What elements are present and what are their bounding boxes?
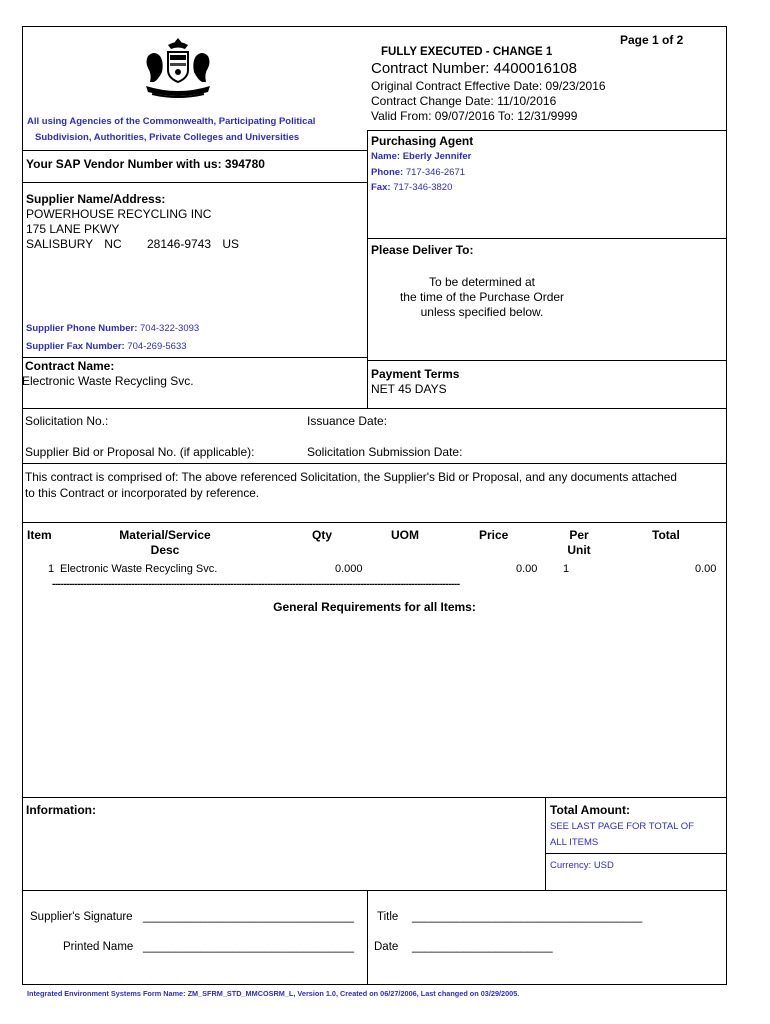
divider-v-total: [545, 797, 546, 890]
divider-h: [367, 360, 727, 361]
currency: Currency: USD: [550, 860, 614, 871]
general-requirements: General Requirements for all Items:: [273, 600, 476, 614]
valid-range: Valid From: 09/07/2016 To: 12/31/9999: [371, 109, 578, 123]
title-label: Title: [377, 911, 399, 923]
supplier-name: POWERHOUSE RECYCLING INC: [26, 207, 212, 221]
supplier-signature-line[interactable]: _________________________________: [143, 911, 355, 923]
contract-status: FULLY EXECUTED - CHANGE 1: [381, 46, 553, 58]
title-line[interactable]: ____________________________________: [412, 911, 643, 923]
payment-terms-title: Payment Terms: [371, 367, 460, 381]
page-number: Page 1 of 2: [620, 33, 684, 47]
col-material-2: Desc: [150, 543, 180, 557]
printed-name-label: Printed Name: [63, 941, 134, 953]
comprised-line-2: to this Contract or incorporated by reference.: [25, 486, 260, 500]
agent-phone-value: 717-346-2671: [405, 167, 466, 178]
contract-number: Contract Number: 4400016108: [371, 60, 577, 77]
col-price: Price: [479, 528, 509, 542]
row-desc: Electronic Waste Recycling Svc.: [60, 563, 218, 575]
divider-v-top: [367, 130, 368, 408]
divider-h: [22, 522, 727, 523]
supplier-city: SALISBURY: [26, 237, 93, 251]
col-per-2: Unit: [567, 543, 591, 557]
deliver-line-1: To be determined at: [428, 275, 536, 289]
col-material-1: Material/Service: [119, 528, 211, 542]
date-line[interactable]: ______________________: [412, 941, 553, 953]
supplier-phone-value: 704-322-3093: [140, 323, 200, 334]
agent-phone: [371, 167, 465, 178]
item-divider: ------------------------------------------------------------------------------------------------------------------------------------------------: [52, 579, 460, 590]
supplier-state: NC: [104, 237, 122, 251]
divider-h: [22, 182, 367, 183]
row-per: 1: [563, 563, 570, 575]
issuance-date: Issuance Date:: [307, 414, 388, 428]
submission-date: Solicitation Submission Date:: [307, 445, 463, 459]
col-qty: Qty: [312, 528, 333, 542]
total-note-1: SEE LAST PAGE FOR TOTAL OF: [550, 821, 694, 832]
deliver-line-2: the time of the Purchase Order: [399, 290, 565, 304]
deliver-line-3: unless specified below.: [420, 305, 544, 319]
deliver-title: Please Deliver To:: [371, 243, 474, 257]
information-label: Information:: [26, 803, 96, 817]
supplier-fax-value: 704-269-5633: [127, 341, 187, 352]
contract-name-label: Contract Name:: [25, 359, 115, 373]
sap-vendor-number: Your SAP Vendor Number with us: 394780: [26, 157, 265, 171]
comprised-line-1: This contract is comprised of: The above referenced Solicitation, the Supplier's Bid or Proposal, and any documents attached: [25, 470, 677, 484]
divider-h: [22, 150, 367, 151]
supplier-title: Supplier Name/Address:: [26, 192, 166, 206]
divider-h: [22, 408, 727, 409]
supplier-zip: 28146-9743: [146, 237, 212, 251]
agent-name-label: Name:: [371, 151, 401, 162]
divider-v-signature: [367, 890, 368, 985]
divider-h: [367, 238, 727, 239]
row-qty: 0.000: [335, 563, 363, 575]
agent-fax-value: 717-346-3820: [393, 182, 453, 193]
agent-fax: [371, 182, 452, 193]
divider-h: [22, 357, 367, 358]
col-item: Item: [27, 528, 52, 542]
change-date: Contract Change Date: 11/10/2016: [371, 94, 557, 108]
supplier-phone: [26, 323, 199, 334]
supplier-city-line: [26, 237, 239, 251]
row-item: 1: [48, 563, 55, 575]
supplier-fax-label: Supplier Fax Number:: [26, 341, 125, 352]
agent-fax-label: Fax:: [371, 182, 391, 193]
divider-h: [545, 853, 727, 854]
row-total: 0.00: [695, 563, 717, 575]
total-amount-label: Total Amount:: [550, 803, 630, 817]
solicitation-no: Solicitation No.:: [25, 414, 109, 428]
contract-name-value: Electronic Waste Recycling Svc.: [22, 374, 194, 388]
divider-h: [22, 890, 727, 891]
supplier-signature-label: Supplier's Signature: [30, 911, 133, 923]
total-note-2: ALL ITEMS: [550, 837, 599, 848]
date-label: Date: [374, 941, 399, 953]
divider-h: [22, 797, 727, 798]
agent-phone-label: Phone:: [371, 167, 404, 178]
divider-h: [22, 463, 727, 464]
purchasing-agent-title: Purchasing Agent: [371, 134, 474, 148]
agent-name-value: Eberly Jennifer: [402, 151, 472, 162]
commonwealth-seal-icon: [138, 36, 218, 100]
supplier-street: 175 LANE PKWY: [26, 222, 120, 236]
bid-proposal-no: Supplier Bid or Proposal No. (if applicable):: [25, 445, 255, 459]
col-total: Total: [652, 528, 680, 542]
col-per-1: Per: [569, 528, 589, 542]
agencies-line-2: Subdivision, Authorities, Private Colleges and Universities: [35, 132, 300, 143]
supplier-phone-label: Supplier Phone Number:: [26, 323, 138, 334]
payment-terms-value: NET 45 DAYS: [371, 382, 447, 396]
supplier-fax: [26, 341, 187, 352]
printed-name-line[interactable]: _________________________________: [143, 941, 355, 953]
col-uom: UOM: [391, 528, 419, 542]
agencies-line-1: All using Agencies of the Commonwealth, Participating Political: [27, 116, 316, 127]
form-footer: Integrated Environment Systems Form Name: ZM_SFRM_STD_MMCOSRM_L, Version 1.0, Created on 06/27/2006, Last changed on 03/29/2005.: [27, 989, 520, 998]
table-row: [0, 563, 770, 579]
agent-name: [371, 151, 471, 162]
row-price: 0.00: [516, 563, 538, 575]
supplier-country: US: [222, 237, 240, 251]
divider-h: [367, 130, 727, 131]
effective-date: Original Contract Effective Date: 09/23/2016: [371, 79, 606, 93]
